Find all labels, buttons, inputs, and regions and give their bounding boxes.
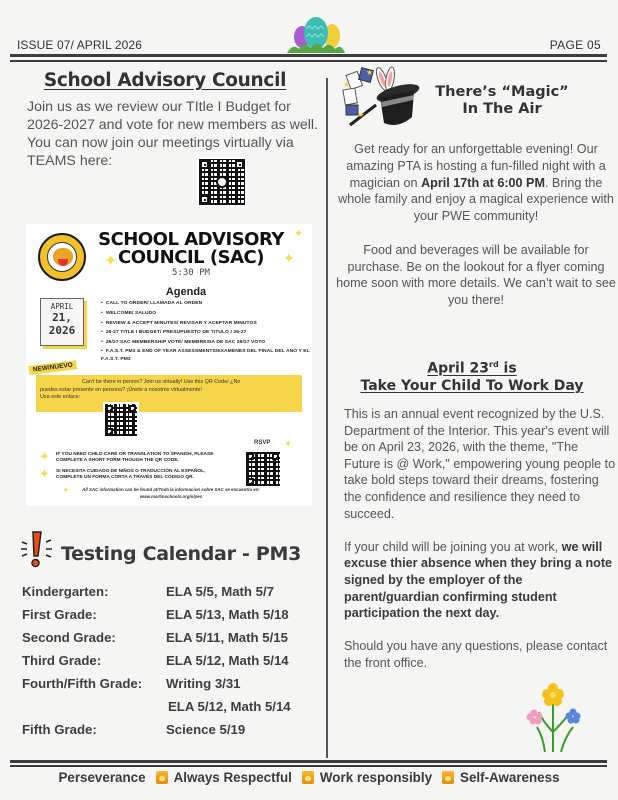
rsvp-label: RSVP [254,440,271,446]
work-text: If your child will be joining you at work, [344,539,562,554]
grade-label: Second Grade: [22,630,116,645]
sac-info-url[interactable]: www.martinschools.org/o/pes [139,493,203,499]
agenda-item: • CALL TO ORDER/ LLAMADA AL ORDEN [101,299,311,309]
qr-finder [272,453,279,460]
link-icon [216,176,228,188]
virtual-line: puedes estar presente en persona? ¡Únete a nosotros virtualmente! [40,386,202,393]
sparkle-icon: ✦ [39,449,50,464]
exclamation-icon [18,530,54,570]
magic-paragraph: Food and beverages will be available for purchase. Be on the lookout for a flyer coming home soon with more details. We can’t wait to see you there! [336,242,616,308]
new-tag: NEW/NUEVO [28,360,77,375]
sparkle-icon: ✦ [284,439,293,450]
header-rule-thin [10,60,607,62]
header-rule [10,54,607,57]
flowers-icon [525,682,585,752]
work-text-bold: we will excuse thier absence when they bring a note signed by the employer of the parent/guardian confirming student participation the next day. [344,539,613,621]
magic-text: . Bring the whole family and enjoy a magical experience with your PWE community! [338,175,614,224]
svg-text:★: ★ [358,112,365,119]
agenda-item: • F.A.S.T. PM3 & END OF YEAR ASSESSMENTS/EXAMENES DEL FINAL DEL ANO Y EL F.A.S.T. PM3 [101,348,311,364]
work-day-title [322,356,618,395]
meeting-date [40,298,84,346]
flyer-title [96,231,286,267]
agenda-list [101,299,311,364]
date-day: 21, [52,311,72,324]
magic-title-line2: In The Air [462,101,542,117]
paw-icon [156,771,168,784]
issue-label: ISSUE 07/ APRIL 2026 [17,38,142,52]
magic-title-line1: There’s “Magic” [435,84,569,100]
qr-finder [235,160,244,169]
qr-finder [106,428,113,435]
qr-finder [106,405,113,412]
sparkle-icon: ✦ [104,253,118,270]
care-text-es: SI NECESITA CUIDADO DE NIÑOS O TRADUCCIÓN AL ESPAÑOL, COMPLETE UN FORMA CORTA A TRAVÉS DEL CÓDIGO QR. [56,469,206,480]
sac-title: School Advisory Council [43,70,287,91]
test-dates: ELA 5/12, Math 5/14 [166,653,289,668]
qr-finder [200,160,209,169]
school-logo-icon [38,233,86,281]
sparkle-icon: ✦ [62,485,70,495]
grade-label: Kindergarten: [22,584,109,599]
magic-paragraph [334,141,618,225]
virtual-line: Usa este enlace: [40,394,81,400]
care-text-en: IF YOU NEED CHILD CARE OR TRANSLATION TO SPANISH, PLEASE COMPLETE A SHORT FORM THOUGH THE QR CODE. [56,452,214,463]
qr-finder [247,453,254,460]
easter-eggs-icon [285,15,347,55]
magic-title [412,84,592,118]
value-responsibly: Work responsibly [319,770,433,785]
test-dates: ELA 5/12, Math 5/14 [168,699,291,714]
sac-flyer [26,224,312,506]
footer-rule [10,760,607,763]
work-day-title-line1 [322,356,618,378]
sparkle-icon: ✦ [294,228,304,240]
value-self-awareness: Self-Awareness [460,770,560,785]
core-values [0,770,618,785]
agenda-item: • WELCOME/ SALUDO [101,309,311,319]
test-dates: Science 5/19 [166,722,246,737]
title-text: April 23 [427,360,490,377]
test-dates: Writing 3/31 [166,676,241,691]
virtual-line: Can't be there in person? Join us virtually! Use this QR Code/ ¿No [82,379,241,385]
flyer-title-line1: SCHOOL ADVISORY [98,229,284,250]
grade-label: Fifth Grade: [22,722,97,737]
sparkle-icon: ✦ [283,250,295,266]
magic-text: Get ready for an unforgettable evening! Our amazing PTA is hosting a fun-filled night with a magician on [346,142,606,190]
teams-qr-code[interactable] [197,157,247,207]
work-paragraph [344,539,616,622]
paw-icon [442,771,454,784]
title-text: is [498,360,517,377]
svg-text:★: ★ [366,68,374,77]
sac-info [46,487,296,500]
rsvp-qr-code[interactable] [244,450,282,488]
svg-text:★: ★ [343,80,351,89]
qr-finder [247,478,254,485]
sac-info-text: All SAC information can be found at/Toda la informacion sobre SAC se encuentra en: [82,487,260,492]
paw-icon [302,771,314,784]
meeting-time: 5:30 PM [172,268,210,278]
grade-label: Third Grade: [22,653,102,668]
test-dates: ELA 5/11, Math 5/15 [166,630,288,645]
page-number: PAGE 05 [549,38,601,52]
qr-finder [129,405,136,412]
agenda-item: • 26-27 TITLE I BUDGET/ PRESUPUESTO DE TITULO I 26-27 [101,328,311,338]
work-paragraph: This is an annual event recognized by the U.S. Department of the Interior. This year's event will be on April 23, 2026, with the theme, "The Future is @ Work," empowering young people to take bold steps toward their dreams, fostering the confidence and resilience they need to succeed. [344,407,616,521]
footer-rule-thin [10,765,607,767]
virtual-qr-code[interactable] [103,402,139,438]
title-sup: rd [489,360,499,369]
grade-label: Fourth/Fifth Grade: [22,676,143,691]
date-month: APRIL [50,302,74,311]
magic-body [334,141,618,309]
agenda-item: • 26/27 SAC MEMBERSHIP VOTE/ MEMBRESIA DE SAC 26/27 VOTO [101,338,311,348]
test-dates: ELA 5/13, Math 5/18 [166,607,289,622]
magic-event-time: April 17th at 6:00 PM [421,175,545,190]
value-respectful: Always Respectful [173,770,292,785]
value-perseverance: Perseverance [58,770,146,785]
qr-finder [200,195,209,204]
agenda-heading: Agenda [165,286,207,298]
date-year: 2026 [48,324,76,337]
testing-title: Testing Calendar - PM3 [61,543,302,565]
work-paragraph: Should you have any questions, please contact the front office. [344,639,608,670]
work-day-title-line2: Take Your Child To Work Day [360,377,584,394]
agenda-item: • REVIEW & ACCEPT MINUTES/ REVISAR Y ACEPTAR MINUTOS [101,319,311,329]
sac-body: Join us as we review our TItle I Budget for 2026-2027 and vote for new members as well. You can now join our meetings virtually via TEAMS here: [27,99,319,169]
column-divider [326,78,328,758]
grade-label: First Grade: [22,607,97,622]
sparkle-icon: ✦ [39,466,50,481]
work-day-body [344,406,616,688]
virtual-text [40,379,300,402]
flyer-title-line2: COUNCIL (SAC) [118,247,264,268]
test-dates: ELA 5/5, Math 5/7 [166,584,274,599]
